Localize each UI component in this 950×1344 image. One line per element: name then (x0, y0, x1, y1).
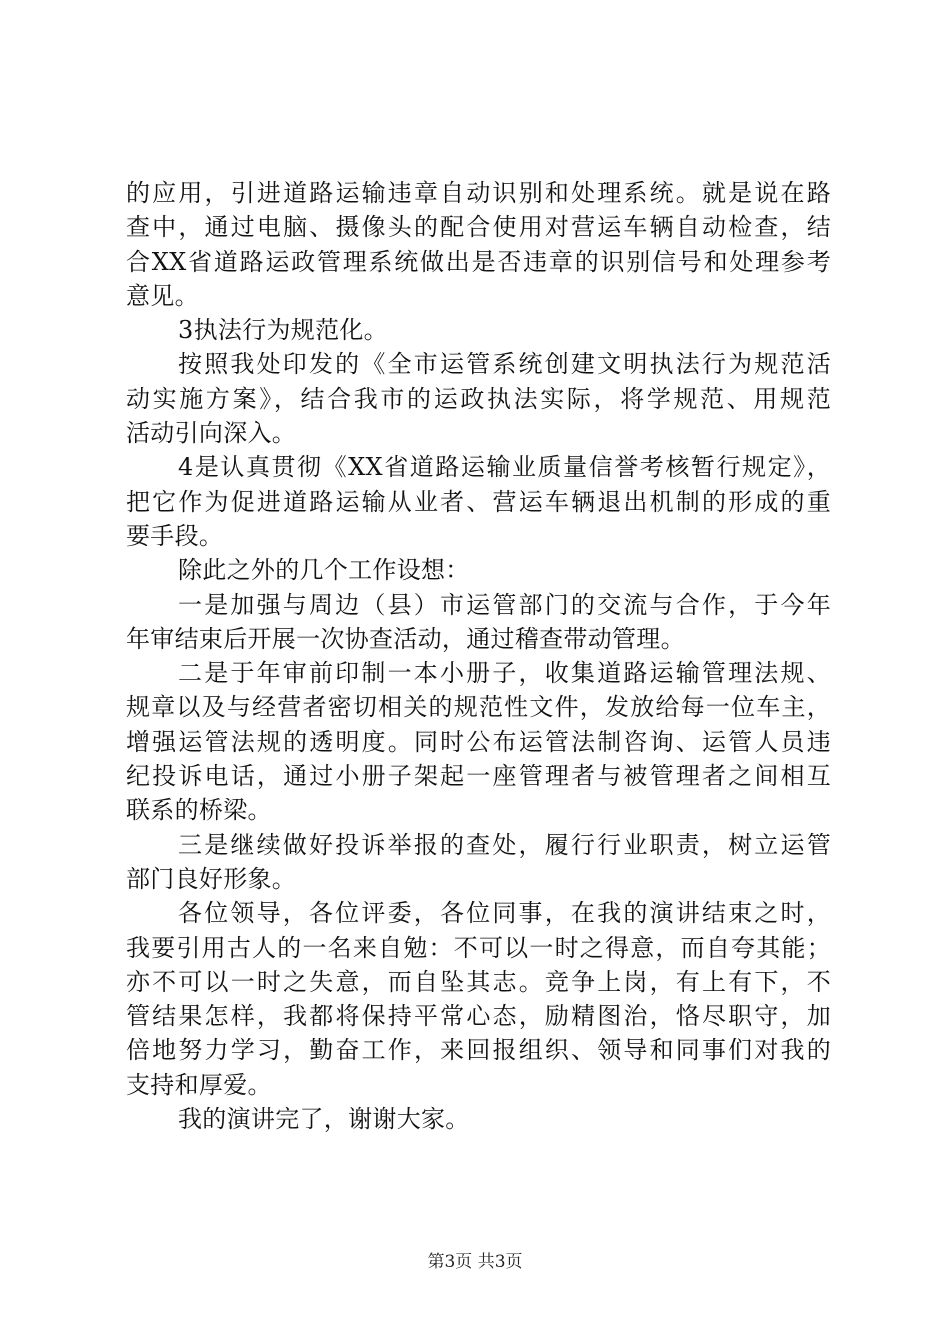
text-line: 联系的桥梁。 (126, 796, 272, 825)
text-line: 规章以及与经营者密切相关的规范性文件，发放给每一位车主， (126, 693, 831, 722)
text-line: 查中，通过电脑、摄像头的配合使用对营运车辆自动检查，结 (126, 213, 831, 242)
page-footer (0, 1247, 950, 1272)
text-line: 纪投诉电话，通过小册子架起一座管理者与被管理者之间相互 (126, 762, 831, 791)
text-line: 倍地努力学习，勤奋工作，来回报组织、领导和同事们对我的 (126, 1036, 831, 1065)
text-line: 亦不可以一时之失意，而自坠其志。竞争上岗，有上有下，不 (126, 967, 831, 996)
text-line: 活动引向深入。 (126, 419, 297, 448)
text-line: 部门良好形象。 (126, 864, 297, 893)
text-line: 动实施方案》，结合我市的运政执法实际，将学规范、用规范 (126, 384, 831, 413)
text-line: 年审结束后开展一次协查活动，通过稽查带动管理。 (126, 624, 685, 653)
page-number: 第3页 共3页 (427, 1252, 523, 1272)
text-line: 除此之外的几个工作设想： (178, 556, 470, 585)
text-line: 我要引用古人的一名来自勉：不可以一时之得意，而自夸其能； (126, 933, 831, 962)
text-line: 二是于年审前印制一本小册子，收集道路运输管理法规、 (178, 659, 831, 688)
text-line: 增强运管法规的透明度。同时公布运管法制咨询、运管人员违 (126, 727, 831, 756)
text-line: 我的演讲完了，谢谢大家。 (178, 1105, 470, 1134)
text-line: 三是继续做好投诉举报的查处，履行行业职责，树立运管 (178, 830, 831, 859)
text-line: 要手段。 (126, 521, 224, 550)
text-line: 各位领导，各位评委，各位同事，在我的演讲结束之时， (178, 899, 831, 928)
text-line: 4是认真贯彻《XX省道路运输业质量信誉考核暂行规定》， (178, 453, 831, 482)
text-line: 合XX省道路运政管理系统做出是否违章的识别信号和处理参考 (126, 247, 831, 276)
text-line: 意见。 (126, 281, 199, 310)
text-line: 把它作为促进道路运输从业者、营运车辆退出机制的形成的重 (126, 487, 831, 516)
text-line: 一是加强与周边（县）市运管部门的交流与合作，于今年 (178, 590, 831, 619)
text-line: 3执法行为规范化。 (178, 316, 388, 345)
text-line: 的应用，引进道路运输违章自动识别和处理系统。就是说在路 (126, 179, 831, 207)
text-line: 支持和厚爱。 (126, 1070, 272, 1099)
text-line: 按照我处印发的《全市运管系统创建文明执法行为规范活 (178, 350, 831, 379)
document-body (126, 176, 831, 1136)
text-line: 管结果怎样，我都将保持平常心态，励精图治，恪尽职守，加 (126, 1002, 831, 1031)
